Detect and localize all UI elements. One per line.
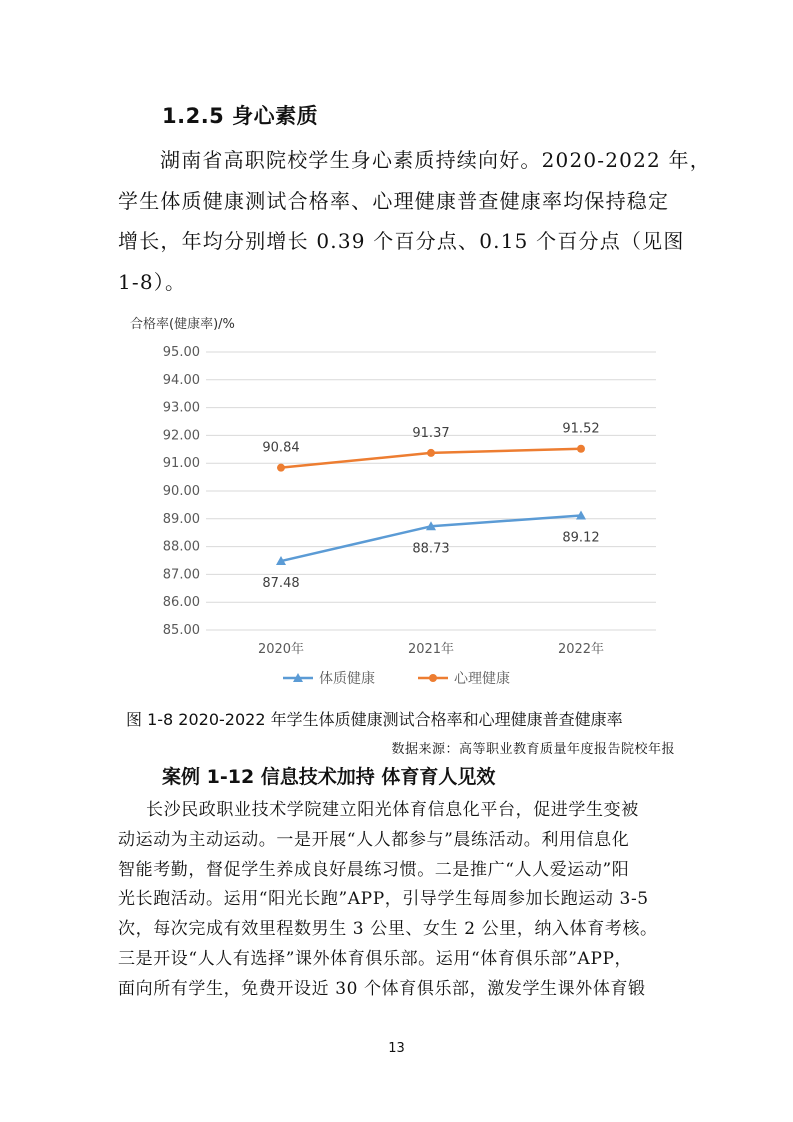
x-tick-label: 2021年 <box>407 642 455 657</box>
data-label: 90.84 <box>262 440 300 456</box>
y-tick-label: 92.00 <box>162 428 200 444</box>
y-tick-label: 95.00 <box>162 345 200 360</box>
y-tick-label: 93.00 <box>162 400 200 416</box>
source-note: 数据来源：高等职业教育质量年度报告院校年报 <box>391 742 675 757</box>
y-tick-label: 85.00 <box>162 623 200 638</box>
paragraph-line: 学生体质健康测试合格率、心理健康普查健康率均保持稳定 <box>118 188 670 213</box>
data-point <box>577 445 585 453</box>
chart-canvas <box>110 305 680 700</box>
legend-label: 体质健康 <box>319 671 375 687</box>
line-chart <box>110 305 680 700</box>
y-tick-label: 94.00 <box>162 372 200 388</box>
paragraph-line: 动运动为主动运动。一是开展“人人都参与”晨练活动。利用信息化 <box>118 829 630 850</box>
data-point <box>427 449 435 457</box>
y-tick-label: 91.00 <box>162 456 200 472</box>
section-heading: 1.2.5 身心素质 <box>162 104 319 128</box>
y-tick-label: 90.00 <box>162 484 200 499</box>
paragraph-line: 长沙民政职业技术学院建立阳光体育信息化平台，促进学生变被 <box>146 800 639 820</box>
data-label: 91.52 <box>562 421 600 437</box>
case-title: 案例 1-12 信息技术加持 体育育人见效 <box>162 766 496 788</box>
data-label: 87.48 <box>262 576 300 592</box>
paragraph-line: 次，每次完成有效里程数男生 3 公里、女生 2 公里，纳入体育考核。 <box>118 919 658 940</box>
page-number: 13 <box>388 1041 405 1056</box>
paragraph-line: 三是开设“人人有选择”课外体育俱乐部。运用“体育俱乐部”APP， <box>118 948 633 969</box>
paragraph-line: 1-8）。 <box>118 269 187 294</box>
paragraph-line: 光长跑活动。运用“阳光长跑”APP，引导学生每周参加长跑运动 3-5 <box>118 889 649 910</box>
x-tick-label: 2022年 <box>557 642 605 657</box>
paragraph-line: 智能考勤，督促学生养成良好晨练习惯。二是推广“人人爱运动”阳 <box>118 859 630 880</box>
data-label: 91.37 <box>412 425 450 441</box>
figure-caption: 图 1-8 2020-2022 年学生体质健康测试合格率和心理健康普查健康率 <box>126 710 623 729</box>
case-paragraph <box>118 796 678 1005</box>
legend-label: 心理健康 <box>454 671 510 687</box>
intro-paragraph <box>118 140 711 302</box>
legend-marker <box>429 674 437 682</box>
paragraph-line: 面向所有学生，免费开设近 30 个体育俱乐部，激发学生课外体育锻 <box>118 978 646 999</box>
data-label: 88.73 <box>412 541 450 557</box>
paragraph-line: 湖南省高职院校学生身心素质持续向好。2020-2022 年， <box>160 148 711 172</box>
y-tick-label: 86.00 <box>162 595 200 611</box>
y-tick-label: 89.00 <box>162 511 200 527</box>
data-label: 89.12 <box>562 530 600 546</box>
y-tick-label: 87.00 <box>162 567 200 583</box>
x-tick-label: 2020年 <box>257 642 305 657</box>
data-point <box>277 464 285 472</box>
paragraph-line: 增长，年均分别增长 0.39 个百分点、0.15 个百分点（见图 <box>118 229 685 253</box>
y-tick-label: 88.00 <box>162 539 200 555</box>
y-axis-title: 合格率(健康率)/% <box>130 317 235 332</box>
